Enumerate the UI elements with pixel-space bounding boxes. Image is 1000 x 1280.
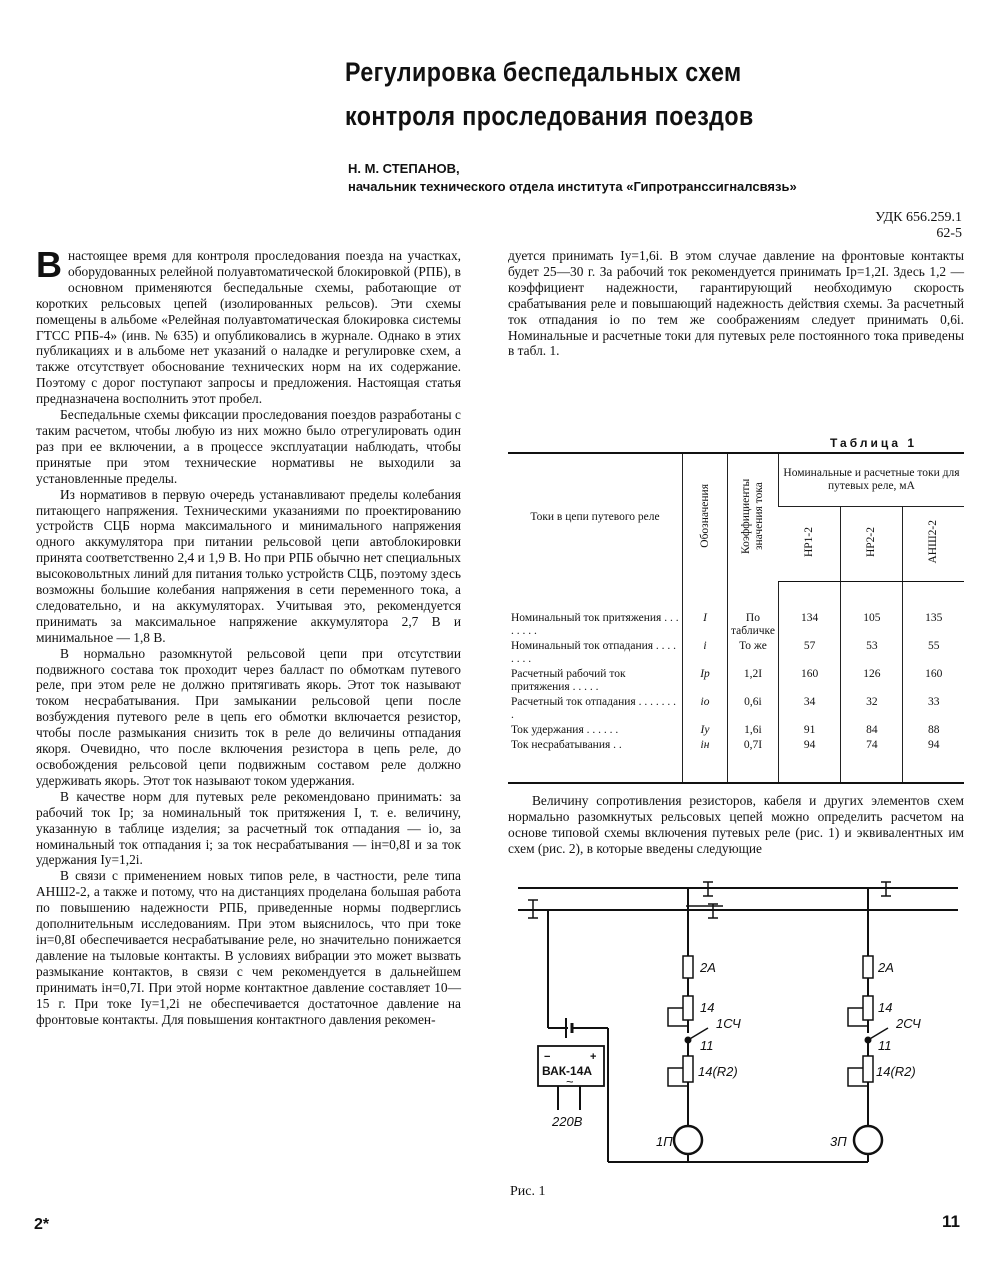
table-header-nr2: НР2-2 xyxy=(841,507,903,582)
table-cell-sym: iо xyxy=(683,695,728,723)
label-2sch: 2СЧ xyxy=(896,1016,921,1031)
table-cell-v3: 160 xyxy=(903,667,964,695)
table-cell-name: Расчетный рабочий ток притяжения . . . . . xyxy=(511,667,626,693)
table-cell-coef: 1,6i xyxy=(728,723,779,738)
label-11-left: 11 xyxy=(700,1038,714,1053)
article-title: Регулировка беспедальных схем контроля проследования поездов xyxy=(345,57,754,131)
paragraph-1 xyxy=(36,244,461,407)
table-cell-v2: 74 xyxy=(841,738,903,783)
table-cell-coef: 0,6i xyxy=(728,695,779,723)
table-cell-v2: 126 xyxy=(841,667,903,695)
table-caption: Таблица 1 xyxy=(830,436,918,450)
table-header-currents: Токи в цепи путевого реле xyxy=(508,453,683,582)
table-cell-v3: 88 xyxy=(903,723,964,738)
figure-caption: Рис. 1 xyxy=(510,1184,546,1199)
author-name: Н. М. СТЕПАНОВ, xyxy=(348,161,460,176)
left-column xyxy=(36,244,461,1027)
right-column-bottom xyxy=(508,793,964,857)
paragraph-6: В связи с применением новых типов реле, в частности, реле типа АНШ2-2, а также и потому, что на дистанциях проделана большая работа по повышению надежности РПБ, приведенные нормы подверглись дополнительным исследованиям. При этом выяснилось, что при токе iн=0,8I обеспечивается несрабатывание реле, но значительно понижается давление на тыловые контакты. В условиях вибрации это может вызвать размыкание контактов, в связи с чем рекомендуется в дальнейшем принимать iн=0,7I. При этой норме контактное давление составляет 10—15 г. При токе Iу=1,2i не обеспечивается достаточное давление на фронтовые контакты. Для повышения контактного давления рекомен- xyxy=(36,868,461,1027)
signature-mark: 2* xyxy=(34,1216,50,1233)
table-cell-v1: 57 xyxy=(778,639,840,667)
label-2a-right: 2А xyxy=(878,960,894,975)
table-1 xyxy=(508,452,964,784)
table-row xyxy=(508,582,964,639)
author-position: начальник технического отдела института «Гипротранссигналсвязь» xyxy=(348,179,797,194)
table-cell-name: Ток удержания . . . . . . xyxy=(511,723,619,736)
label-14r2-left: 14(R2) xyxy=(698,1064,738,1079)
paragraph-3: Из нормативов в первую очередь устанавливают пределы колебания питающего напряжения. Техническими указаниями по проектированию устройств СЦБ норма максимального и минимального напряжения одного аккумулятора при питании рельсовой цепи автоблокировки принята соответственно 2,4 и 1,9 В. Но при РПБ обычно нет специальных высоковольтных линий для питания только устройств СЦБ, поэтому здесь возможны большие колебания напряжения в сети переменного тока, а следовательно, и на аккумуляторах. Учитывая это, рекомендуется принимать за максимальное напряжение аккумулятора 2,7 В и минимальное — 1,8 В. xyxy=(36,486,461,645)
table-cell-v2: 32 xyxy=(841,695,903,723)
table-cell-name: Номинальный ток отпадания . . . . . . . . xyxy=(511,639,677,665)
udc-line-2: 62-5 xyxy=(936,226,962,241)
label-14r2-right: 14(R2) xyxy=(876,1064,916,1079)
figure-1 xyxy=(508,878,968,1198)
table-cell-v1: 94 xyxy=(778,738,840,783)
table-cell-sym: Iу xyxy=(683,723,728,738)
circuit-diagram xyxy=(508,878,968,1198)
label-14-right: 14 xyxy=(878,1000,893,1015)
table-cell-coef: То же xyxy=(728,639,779,667)
label-3p: 3П xyxy=(830,1134,847,1149)
table-cell-v3: 33 xyxy=(903,695,964,723)
label-220v: 220В xyxy=(552,1114,583,1129)
table-cell-v2: 84 xyxy=(841,723,903,738)
table-header-ansh: АНШ2-2 xyxy=(903,507,964,582)
paragraph-4: В нормально разомкнутой рельсовой цепи при отсутствии подвижного состава ток проходит через балласт по обмоткам путевого реле, при этом реле не должно притягивать якорь. Этот ток называют током несрабатывания. При замыкании рельсовой цепи после возбуждения путевого реле в цепь его обмотки включается резистор, чтобы после размыкания снизить ток в реле до величины отпадания якоря. Очевидно, что после включения резистора в цепь реле, до освобождения рельсовой цепи подвижным составом реле должно удерживать якорь. Этот ток называют током удержания. xyxy=(36,645,461,788)
table-row xyxy=(508,738,964,783)
table-cell-sym: i xyxy=(683,639,728,667)
paragraph-5: В качестве норм для путевых реле рекомендовано принимать: за рабочий ток Iр; за номинальный ток притяжения I, т. е. величину, указанную в таблице изделия; за расчетный ток отпадания — iо, за номинальный ток отпадания i; за ток несрабатывания — iн=0,8I и за ток удержания Iу=1,2i. xyxy=(36,788,461,868)
label-plus: + xyxy=(590,1051,597,1063)
paragraph-2: Беспедальные схемы фиксации проследования поездов разработаны с таким расчетом, чтобы любую из них можно было отрегулировать один раз при ее включении, а в процессе эксплуатации наблюдать, чтобы принятые при этом технические нормативы не выходили за установленные пределы. xyxy=(36,407,461,486)
label-11-right: 11 xyxy=(878,1038,892,1053)
table-cell-v1: 91 xyxy=(778,723,840,738)
table-cell-coef: 1,2I xyxy=(728,667,779,695)
label-1sch: 1СЧ xyxy=(716,1016,741,1031)
table-cell-sym: Iр xyxy=(683,667,728,695)
paragraph-8: Величину сопротивления резисторов, кабеля и других элементов схем нормально разомкнутых рельсовых цепей можно определить расчетом на основе типовой схемы включения путевых реле (рис. 1) и эквивалентных им схем (рис. 2), в которые введены следующие xyxy=(508,793,964,856)
table-cell-coef: По табличке xyxy=(728,582,779,639)
table-header-group: Номинальные и расчетные токи для путевых реле, мА xyxy=(778,453,964,507)
label-14-left: 14 xyxy=(700,1000,715,1015)
table-cell-v3: 55 xyxy=(903,639,964,667)
table-header-coefficient: Коэффициенты значения тока xyxy=(728,453,779,582)
label-minus: − xyxy=(544,1051,551,1063)
table-cell-name: Ток несрабатывания . . xyxy=(508,738,683,783)
label-ac: ~ xyxy=(566,1074,574,1089)
author-block xyxy=(348,160,797,196)
table-cell-v1: 34 xyxy=(778,695,840,723)
udc-code xyxy=(875,210,962,242)
drop-cap: В xyxy=(36,244,62,285)
page-number: 11 xyxy=(942,1212,960,1231)
table-cell-sym: iн xyxy=(683,738,728,783)
table-row xyxy=(508,667,964,695)
table-header-nr1: НР1-2 xyxy=(778,507,840,582)
table-cell-v1: 160 xyxy=(778,667,840,695)
table-cell-v2: 105 xyxy=(841,582,903,639)
table-row xyxy=(508,723,964,738)
label-vak: ВАК-14А xyxy=(542,1064,593,1078)
table-cell-name: Номинальный ток притяжения . . . . . . . . xyxy=(511,611,679,637)
right-column-top xyxy=(508,248,964,359)
table-row xyxy=(508,639,964,667)
table-cell-v2: 53 xyxy=(841,639,903,667)
table-cell-sym: I xyxy=(683,582,728,639)
label-1p: 1П xyxy=(656,1134,673,1149)
paragraph-1-text: настоящее время для контроля проследования поезда на участках, оборудованных релейной полуавтоматической блокировкой (РПБ), в основном применяются беспедальные схемы, работающие от коротких рельсовых цепей (изолированных рельсов). Эти схемы помещены в альбоме «Релейная полуавтоматическая блокировка системы ГТСС РПБ-4» (инв. № 635) и опубликовались в журнале. Однако в этих публикациях и в альбоме нет указаний о наладке и регулировке схем, а также отсутствует обоснование технических норм на их содержание. Поэтому с дорог поступают запросы и предложения. Настоящая статья предназначена восполнить этот пробел. xyxy=(36,248,461,407)
label-2a-left: 2А xyxy=(700,960,716,975)
table-header-designation: Обозначения xyxy=(683,453,728,582)
table-cell-name: Расчетный ток отпадания . . . . . . . . xyxy=(511,695,676,721)
table-cell-v3: 135 xyxy=(903,582,964,639)
table-cell-v1: 134 xyxy=(778,582,840,639)
table-cell-v3: 94 xyxy=(903,738,964,783)
table-row xyxy=(508,695,964,723)
udc-line-1: УДК 656.259.1 xyxy=(875,210,962,225)
table-cell-coef: 0,7I xyxy=(728,738,779,783)
paragraph-7: дуется принимать Iу=1,6i. В этом случае давление на фронтовые контакты будет 25—30 г. За рабочий ток рекомендуется принимать Iр=1,2I. Здесь 1,2 — коэффициент надежности, гарантирующий необходимую скорость срабатывания реле и повышающий надежность действия схемы. За расчетный ток отпадания iо по тем же соображениям следует принимать 0,6i. Номинальные и расчетные токи для путевых реле постоянного тока приведены в табл. 1. xyxy=(508,248,964,359)
